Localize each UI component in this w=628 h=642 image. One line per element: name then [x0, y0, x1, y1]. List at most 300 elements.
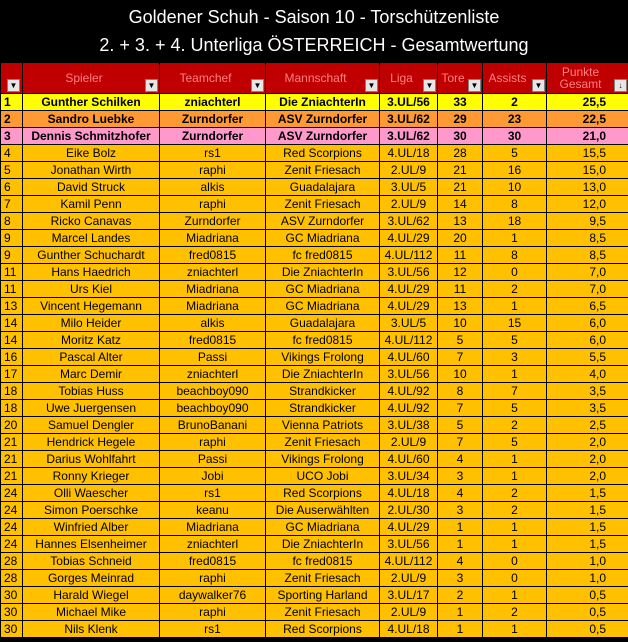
- table-row[interactable]: [1, 213, 628, 230]
- assists-cell[interactable]: 1: [483, 468, 547, 485]
- assists-cell[interactable]: 1: [483, 298, 547, 315]
- table-row[interactable]: [1, 536, 628, 553]
- manager-cell[interactable]: raphi: [160, 434, 266, 451]
- goals-cell[interactable]: 3: [438, 570, 483, 587]
- team-cell[interactable]: Red Scorpions: [266, 145, 380, 162]
- table-row[interactable]: [1, 604, 628, 621]
- manager-cell[interactable]: fred0815: [160, 332, 266, 349]
- rank-cell[interactable]: 24: [1, 502, 23, 519]
- points-cell[interactable]: 1,0: [547, 570, 628, 587]
- goals-cell[interactable]: 28: [438, 145, 483, 162]
- manager-cell[interactable]: raphi: [160, 196, 266, 213]
- points-cell[interactable]: 1,5: [547, 536, 628, 553]
- manager-cell[interactable]: zniachterl: [160, 536, 266, 553]
- team-cell[interactable]: ASV Zurndorfer: [266, 128, 380, 145]
- rank-cell[interactable]: 18: [1, 383, 23, 400]
- goals-cell[interactable]: 11: [438, 281, 483, 298]
- league-cell[interactable]: 2.UL/9: [380, 570, 438, 587]
- goals-cell[interactable]: 7: [438, 434, 483, 451]
- manager-cell[interactable]: Jobi: [160, 468, 266, 485]
- manager-cell[interactable]: Miadriana: [160, 230, 266, 247]
- manager-cell[interactable]: rs1: [160, 485, 266, 502]
- league-cell[interactable]: 3.UL/5: [380, 179, 438, 196]
- assists-cell[interactable]: 15: [483, 315, 547, 332]
- goals-cell[interactable]: 1: [438, 536, 483, 553]
- points-cell[interactable]: 15,0: [547, 162, 628, 179]
- table-row[interactable]: [1, 451, 628, 468]
- team-cell[interactable]: Vikings Frolong: [266, 349, 380, 366]
- assists-cell[interactable]: 3: [483, 349, 547, 366]
- points-cell[interactable]: 13,0: [547, 179, 628, 196]
- assists-cell[interactable]: 1: [483, 366, 547, 383]
- manager-cell[interactable]: raphi: [160, 604, 266, 621]
- league-cell[interactable]: 4.UL/18: [380, 485, 438, 502]
- player-cell[interactable]: Tobias Schneid: [23, 553, 160, 570]
- points-cell[interactable]: 2,5: [547, 417, 628, 434]
- goals-cell[interactable]: 3: [438, 468, 483, 485]
- points-cell[interactable]: 8,5: [547, 230, 628, 247]
- rank-cell[interactable]: 21: [1, 451, 23, 468]
- manager-cell[interactable]: Miadriana: [160, 281, 266, 298]
- player-cell[interactable]: Kamil Penn: [23, 196, 160, 213]
- goals-cell[interactable]: 4: [438, 553, 483, 570]
- manager-cell[interactable]: Zurndorfer: [160, 128, 266, 145]
- assists-cell[interactable]: 8: [483, 247, 547, 264]
- team-cell[interactable]: Die ZniachterIn: [266, 94, 380, 111]
- manager-cell[interactable]: Passi: [160, 349, 266, 366]
- goals-cell[interactable]: 20: [438, 230, 483, 247]
- team-cell[interactable]: Strandkicker: [266, 400, 380, 417]
- assists-cell[interactable]: 5: [483, 434, 547, 451]
- team-cell[interactable]: ASV Zurndorfer: [266, 213, 380, 230]
- player-cell[interactable]: Eike Bolz: [23, 145, 160, 162]
- manager-cell[interactable]: zniachterl: [160, 94, 266, 111]
- assists-cell[interactable]: 7: [483, 383, 547, 400]
- filter-dropdown-icon[interactable]: ▼: [145, 79, 158, 92]
- manager-cell[interactable]: Zurndorfer: [160, 111, 266, 128]
- goals-cell[interactable]: 2: [438, 587, 483, 604]
- rank-cell[interactable]: 9: [1, 230, 23, 247]
- player-cell[interactable]: Hans Haedrich: [23, 264, 160, 281]
- assists-cell[interactable]: 0: [483, 264, 547, 281]
- league-cell[interactable]: 3.UL/56: [380, 536, 438, 553]
- goals-cell[interactable]: 4: [438, 485, 483, 502]
- points-cell[interactable]: 6,0: [547, 315, 628, 332]
- team-cell[interactable]: Die ZniachterIn: [266, 366, 380, 383]
- points-cell[interactable]: 2,0: [547, 468, 628, 485]
- table-row[interactable]: [1, 400, 628, 417]
- points-cell[interactable]: 0,5: [547, 587, 628, 604]
- team-cell[interactable]: Guadalajara: [266, 315, 380, 332]
- table-row[interactable]: [1, 502, 628, 519]
- filter-dropdown-icon[interactable]: ▼: [468, 79, 481, 92]
- assists-cell[interactable]: 5: [483, 332, 547, 349]
- manager-cell[interactable]: alkis: [160, 315, 266, 332]
- league-cell[interactable]: 3.UL/17: [380, 587, 438, 604]
- rank-cell[interactable]: 4: [1, 145, 23, 162]
- table-row[interactable]: [1, 417, 628, 434]
- manager-cell[interactable]: fred0815: [160, 553, 266, 570]
- points-cell[interactable]: 1,5: [547, 502, 628, 519]
- goals-cell[interactable]: 21: [438, 179, 483, 196]
- table-row[interactable]: [1, 247, 628, 264]
- points-cell[interactable]: 8,5: [547, 247, 628, 264]
- manager-cell[interactable]: zniachterl: [160, 264, 266, 281]
- team-cell[interactable]: GC Miadriana: [266, 298, 380, 315]
- goals-cell[interactable]: 7: [438, 349, 483, 366]
- goals-cell[interactable]: 8: [438, 383, 483, 400]
- team-cell[interactable]: GC Miadriana: [266, 519, 380, 536]
- manager-cell[interactable]: zniachterl: [160, 366, 266, 383]
- table-row[interactable]: [1, 128, 628, 145]
- goals-cell[interactable]: 5: [438, 332, 483, 349]
- manager-cell[interactable]: beachboy090: [160, 400, 266, 417]
- goals-cell[interactable]: 14: [438, 196, 483, 213]
- goals-cell[interactable]: 10: [438, 366, 483, 383]
- league-cell[interactable]: 2.UL/9: [380, 162, 438, 179]
- goals-cell[interactable]: 1: [438, 519, 483, 536]
- league-cell[interactable]: 4.UL/112: [380, 553, 438, 570]
- player-cell[interactable]: Hendrick Hegele: [23, 434, 160, 451]
- assists-cell[interactable]: 5: [483, 145, 547, 162]
- team-cell[interactable]: Die Auserwählten: [266, 502, 380, 519]
- goals-cell[interactable]: 33: [438, 94, 483, 111]
- team-cell[interactable]: GC Miadriana: [266, 230, 380, 247]
- assists-cell[interactable]: 2: [483, 417, 547, 434]
- league-cell[interactable]: 3.UL/34: [380, 468, 438, 485]
- table-row[interactable]: [1, 570, 628, 587]
- goals-cell[interactable]: 30: [438, 128, 483, 145]
- player-cell[interactable]: Winfried Alber: [23, 519, 160, 536]
- assists-cell[interactable]: 5: [483, 400, 547, 417]
- assists-cell[interactable]: 23: [483, 111, 547, 128]
- rank-cell[interactable]: 17: [1, 366, 23, 383]
- league-cell[interactable]: 3.UL/5: [380, 315, 438, 332]
- rank-cell[interactable]: 30: [1, 604, 23, 621]
- rank-cell[interactable]: 11: [1, 264, 23, 281]
- rank-cell[interactable]: 8: [1, 213, 23, 230]
- rank-cell[interactable]: 11: [1, 281, 23, 298]
- player-cell[interactable]: Tobias Huss: [23, 383, 160, 400]
- assists-cell[interactable]: 16: [483, 162, 547, 179]
- table-row[interactable]: [1, 468, 628, 485]
- league-cell[interactable]: 4.UL/60: [380, 349, 438, 366]
- assists-cell[interactable]: 2: [483, 94, 547, 111]
- points-cell[interactable]: 0,5: [547, 604, 628, 621]
- table-row[interactable]: [1, 434, 628, 451]
- rank-cell[interactable]: 2: [1, 111, 23, 128]
- table-row[interactable]: [1, 230, 628, 247]
- player-cell[interactable]: Darius Wohlfahrt: [23, 451, 160, 468]
- rank-cell[interactable]: 6: [1, 179, 23, 196]
- table-row[interactable]: [1, 111, 628, 128]
- goals-cell[interactable]: 29: [438, 111, 483, 128]
- scorer-table: [0, 62, 628, 638]
- league-cell[interactable]: 4.UL/18: [380, 145, 438, 162]
- assists-cell[interactable]: 2: [483, 502, 547, 519]
- rank-cell[interactable]: 13: [1, 298, 23, 315]
- manager-cell[interactable]: raphi: [160, 162, 266, 179]
- player-cell[interactable]: Jonathan Wirth: [23, 162, 160, 179]
- rank-cell[interactable]: 14: [1, 332, 23, 349]
- points-cell[interactable]: 7,0: [547, 281, 628, 298]
- player-cell[interactable]: Urs Kiel: [23, 281, 160, 298]
- player-cell[interactable]: Ronny Krieger: [23, 468, 160, 485]
- rank-cell[interactable]: 3: [1, 128, 23, 145]
- rank-cell[interactable]: 5: [1, 162, 23, 179]
- player-cell[interactable]: Olli Waescher: [23, 485, 160, 502]
- league-cell[interactable]: 4.UL/29: [380, 519, 438, 536]
- team-cell[interactable]: Strandkicker: [266, 383, 380, 400]
- points-cell[interactable]: 22,5: [547, 111, 628, 128]
- player-cell[interactable]: Uwe Juergensen: [23, 400, 160, 417]
- team-cell[interactable]: fc fred0815: [266, 247, 380, 264]
- points-cell[interactable]: 12,0: [547, 196, 628, 213]
- points-cell[interactable]: 7,0: [547, 264, 628, 281]
- team-cell[interactable]: Sporting Harland: [266, 587, 380, 604]
- rank-cell[interactable]: 30: [1, 587, 23, 604]
- points-cell[interactable]: 21,0: [547, 128, 628, 145]
- assists-cell[interactable]: 10: [483, 179, 547, 196]
- table-row[interactable]: [1, 145, 628, 162]
- player-cell[interactable]: Sandro Luebke: [23, 111, 160, 128]
- table-row[interactable]: [1, 519, 628, 536]
- rank-cell[interactable]: 14: [1, 315, 23, 332]
- points-cell[interactable]: 6,0: [547, 332, 628, 349]
- team-cell[interactable]: Zenit Friesach: [266, 570, 380, 587]
- assists-cell[interactable]: 30: [483, 128, 547, 145]
- rank-cell[interactable]: 28: [1, 570, 23, 587]
- player-cell[interactable]: Moritz Katz: [23, 332, 160, 349]
- goals-cell[interactable]: 10: [438, 315, 483, 332]
- header-row: [1, 63, 628, 94]
- points-cell[interactable]: 6,5: [547, 298, 628, 315]
- goals-cell[interactable]: 1: [438, 621, 483, 638]
- points-cell[interactable]: 2,0: [547, 434, 628, 451]
- team-cell[interactable]: fc fred0815: [266, 553, 380, 570]
- rank-cell[interactable]: 18: [1, 400, 23, 417]
- table-row[interactable]: [1, 162, 628, 179]
- table-row[interactable]: [1, 553, 628, 570]
- manager-cell[interactable]: alkis: [160, 179, 266, 196]
- player-cell[interactable]: Dennis Schmitzhofer: [23, 128, 160, 145]
- player-cell[interactable]: Harald Wiegel: [23, 587, 160, 604]
- rank-cell[interactable]: 7: [1, 196, 23, 213]
- league-cell[interactable]: 4.UL/29: [380, 230, 438, 247]
- filter-dropdown-icon[interactable]: ▼: [251, 79, 264, 92]
- assists-cell[interactable]: 1: [483, 587, 547, 604]
- assists-cell[interactable]: 1: [483, 230, 547, 247]
- rank-cell[interactable]: 28: [1, 553, 23, 570]
- league-cell[interactable]: 3.UL/62: [380, 111, 438, 128]
- team-cell[interactable]: Zenit Friesach: [266, 604, 380, 621]
- table-row[interactable]: [1, 315, 628, 332]
- assists-cell[interactable]: 2: [483, 281, 547, 298]
- goals-cell[interactable]: 13: [438, 298, 483, 315]
- league-cell[interactable]: 3.UL/38: [380, 417, 438, 434]
- team-cell[interactable]: GC Miadriana: [266, 281, 380, 298]
- manager-cell[interactable]: rs1: [160, 145, 266, 162]
- goals-cell[interactable]: 4: [438, 451, 483, 468]
- table-row[interactable]: [1, 94, 628, 111]
- rank-cell[interactable]: 24: [1, 485, 23, 502]
- points-cell[interactable]: 1,5: [547, 519, 628, 536]
- rank-cell[interactable]: 20: [1, 417, 23, 434]
- manager-cell[interactable]: keanu: [160, 502, 266, 519]
- table-row[interactable]: [1, 298, 628, 315]
- goals-cell[interactable]: 12: [438, 264, 483, 281]
- rank-cell[interactable]: 24: [1, 519, 23, 536]
- league-cell[interactable]: 4.UL/29: [380, 281, 438, 298]
- player-cell[interactable]: Nils Klenk: [23, 621, 160, 638]
- team-cell[interactable]: Zenit Friesach: [266, 162, 380, 179]
- rank-cell[interactable]: 9: [1, 247, 23, 264]
- assists-cell[interactable]: 2: [483, 485, 547, 502]
- rank-cell[interactable]: 16: [1, 349, 23, 366]
- team-cell[interactable]: UCO Jobi: [266, 468, 380, 485]
- league-cell[interactable]: 4.UL/60: [380, 451, 438, 468]
- manager-cell[interactable]: rs1: [160, 621, 266, 638]
- points-cell[interactable]: 1,5: [547, 485, 628, 502]
- player-cell[interactable]: Marcel Landes: [23, 230, 160, 247]
- table-row[interactable]: [1, 281, 628, 298]
- league-cell[interactable]: 2.UL/9: [380, 604, 438, 621]
- assists-cell[interactable]: 1: [483, 451, 547, 468]
- manager-cell[interactable]: Zurndorfer: [160, 213, 266, 230]
- league-cell[interactable]: 4.UL/92: [380, 383, 438, 400]
- player-cell[interactable]: Samuel Dengler: [23, 417, 160, 434]
- league-cell[interactable]: 2.UL/9: [380, 196, 438, 213]
- table-row[interactable]: [1, 264, 628, 281]
- league-cell[interactable]: 2.UL/30: [380, 502, 438, 519]
- header-league: Liga ▼: [380, 63, 438, 94]
- goals-cell[interactable]: 3: [438, 502, 483, 519]
- table-row[interactable]: [1, 196, 628, 213]
- filter-dropdown-icon[interactable]: ▼: [532, 79, 545, 92]
- assists-cell[interactable]: 0: [483, 570, 547, 587]
- player-cell[interactable]: Michael Mike: [23, 604, 160, 621]
- manager-cell[interactable]: beachboy090: [160, 383, 266, 400]
- points-cell[interactable]: 4,0: [547, 366, 628, 383]
- sort-dropdown-icon[interactable]: ↓: [614, 79, 627, 92]
- league-cell[interactable]: 4.UL/112: [380, 247, 438, 264]
- table-row[interactable]: [1, 179, 628, 196]
- header-points: Punkte Gesamt ↓: [547, 63, 628, 94]
- league-cell[interactable]: 4.UL/112: [380, 332, 438, 349]
- assists-cell[interactable]: 1: [483, 519, 547, 536]
- player-cell[interactable]: Gorges Meinrad: [23, 570, 160, 587]
- player-cell[interactable]: Simon Poerschke: [23, 502, 160, 519]
- manager-cell[interactable]: raphi: [160, 570, 266, 587]
- goals-cell[interactable]: 21: [438, 162, 483, 179]
- league-cell[interactable]: 3.UL/56: [380, 94, 438, 111]
- table-row[interactable]: [1, 383, 628, 400]
- manager-cell[interactable]: BrunoBanani: [160, 417, 266, 434]
- assists-cell[interactable]: 1: [483, 621, 547, 638]
- table-row[interactable]: [1, 485, 628, 502]
- player-cell[interactable]: Milo Heider: [23, 315, 160, 332]
- league-cell[interactable]: 3.UL/62: [380, 128, 438, 145]
- points-cell[interactable]: 1,0: [547, 553, 628, 570]
- table-row[interactable]: [1, 349, 628, 366]
- team-cell[interactable]: Zenit Friesach: [266, 434, 380, 451]
- team-cell[interactable]: Vikings Frolong: [266, 451, 380, 468]
- player-cell[interactable]: Marc Demir: [23, 366, 160, 383]
- table-row[interactable]: [1, 332, 628, 349]
- points-cell[interactable]: 2,0: [547, 451, 628, 468]
- goals-cell[interactable]: 13: [438, 213, 483, 230]
- player-cell[interactable]: Gunther Schilken: [23, 94, 160, 111]
- player-cell[interactable]: Pascal Alter: [23, 349, 160, 366]
- player-cell[interactable]: Ricko Canavas: [23, 213, 160, 230]
- team-cell[interactable]: Guadalajara: [266, 179, 380, 196]
- league-cell[interactable]: 3.UL/56: [380, 264, 438, 281]
- manager-cell[interactable]: Passi: [160, 451, 266, 468]
- team-cell[interactable]: Red Scorpions: [266, 485, 380, 502]
- team-cell[interactable]: Die ZniachterIn: [266, 264, 380, 281]
- table-row[interactable]: [1, 587, 628, 604]
- league-cell[interactable]: 4.UL/29: [380, 298, 438, 315]
- points-cell[interactable]: 5,5: [547, 349, 628, 366]
- league-cell[interactable]: 3.UL/62: [380, 213, 438, 230]
- filter-dropdown-icon[interactable]: ▼: [7, 79, 20, 92]
- league-cell[interactable]: 3.UL/56: [380, 366, 438, 383]
- points-cell[interactable]: 15,5: [547, 145, 628, 162]
- filter-dropdown-icon[interactable]: ▼: [423, 79, 436, 92]
- table-row[interactable]: [1, 366, 628, 383]
- rank-cell[interactable]: 21: [1, 468, 23, 485]
- team-cell[interactable]: ASV Zurndorfer: [266, 111, 380, 128]
- league-cell[interactable]: 4.UL/92: [380, 400, 438, 417]
- filter-dropdown-icon[interactable]: ▼: [365, 79, 378, 92]
- team-cell[interactable]: Die ZniachterIn: [266, 536, 380, 553]
- team-cell[interactable]: Zenit Friesach: [266, 196, 380, 213]
- assists-cell[interactable]: 2: [483, 604, 547, 621]
- table-row[interactable]: [1, 621, 628, 638]
- manager-cell[interactable]: fred0815: [160, 247, 266, 264]
- points-cell[interactable]: 25,5: [547, 94, 628, 111]
- manager-cell[interactable]: Miadriana: [160, 519, 266, 536]
- team-cell[interactable]: fc fred0815: [266, 332, 380, 349]
- manager-cell[interactable]: Miadriana: [160, 298, 266, 315]
- goals-cell[interactable]: 7: [438, 400, 483, 417]
- goals-cell[interactable]: 1: [438, 604, 483, 621]
- player-cell[interactable]: David Struck: [23, 179, 160, 196]
- goals-cell[interactable]: 11: [438, 247, 483, 264]
- player-cell[interactable]: Gunther Schuchardt: [23, 247, 160, 264]
- assists-cell[interactable]: 18: [483, 213, 547, 230]
- team-cell[interactable]: Red Scorpions: [266, 621, 380, 638]
- league-cell[interactable]: 4.UL/18: [380, 621, 438, 638]
- player-cell[interactable]: Hannes Elsenheimer: [23, 536, 160, 553]
- manager-cell[interactable]: daywalker76: [160, 587, 266, 604]
- league-cell[interactable]: 2.UL/9: [380, 434, 438, 451]
- points-cell[interactable]: 9,5: [547, 213, 628, 230]
- rank-cell[interactable]: 1: [1, 94, 23, 111]
- team-cell[interactable]: Vienna Patriots: [266, 417, 380, 434]
- goals-cell[interactable]: 5: [438, 417, 483, 434]
- points-cell[interactable]: 3,5: [547, 383, 628, 400]
- player-cell[interactable]: Vincent Hegemann: [23, 298, 160, 315]
- points-cell[interactable]: 0,5: [547, 621, 628, 638]
- rank-cell[interactable]: 30: [1, 621, 23, 638]
- points-cell[interactable]: 3,5: [547, 400, 628, 417]
- assists-cell[interactable]: 8: [483, 196, 547, 213]
- rank-cell[interactable]: 24: [1, 536, 23, 553]
- rank-cell[interactable]: 21: [1, 434, 23, 451]
- assists-cell[interactable]: 1: [483, 536, 547, 553]
- assists-cell[interactable]: 0: [483, 553, 547, 570]
